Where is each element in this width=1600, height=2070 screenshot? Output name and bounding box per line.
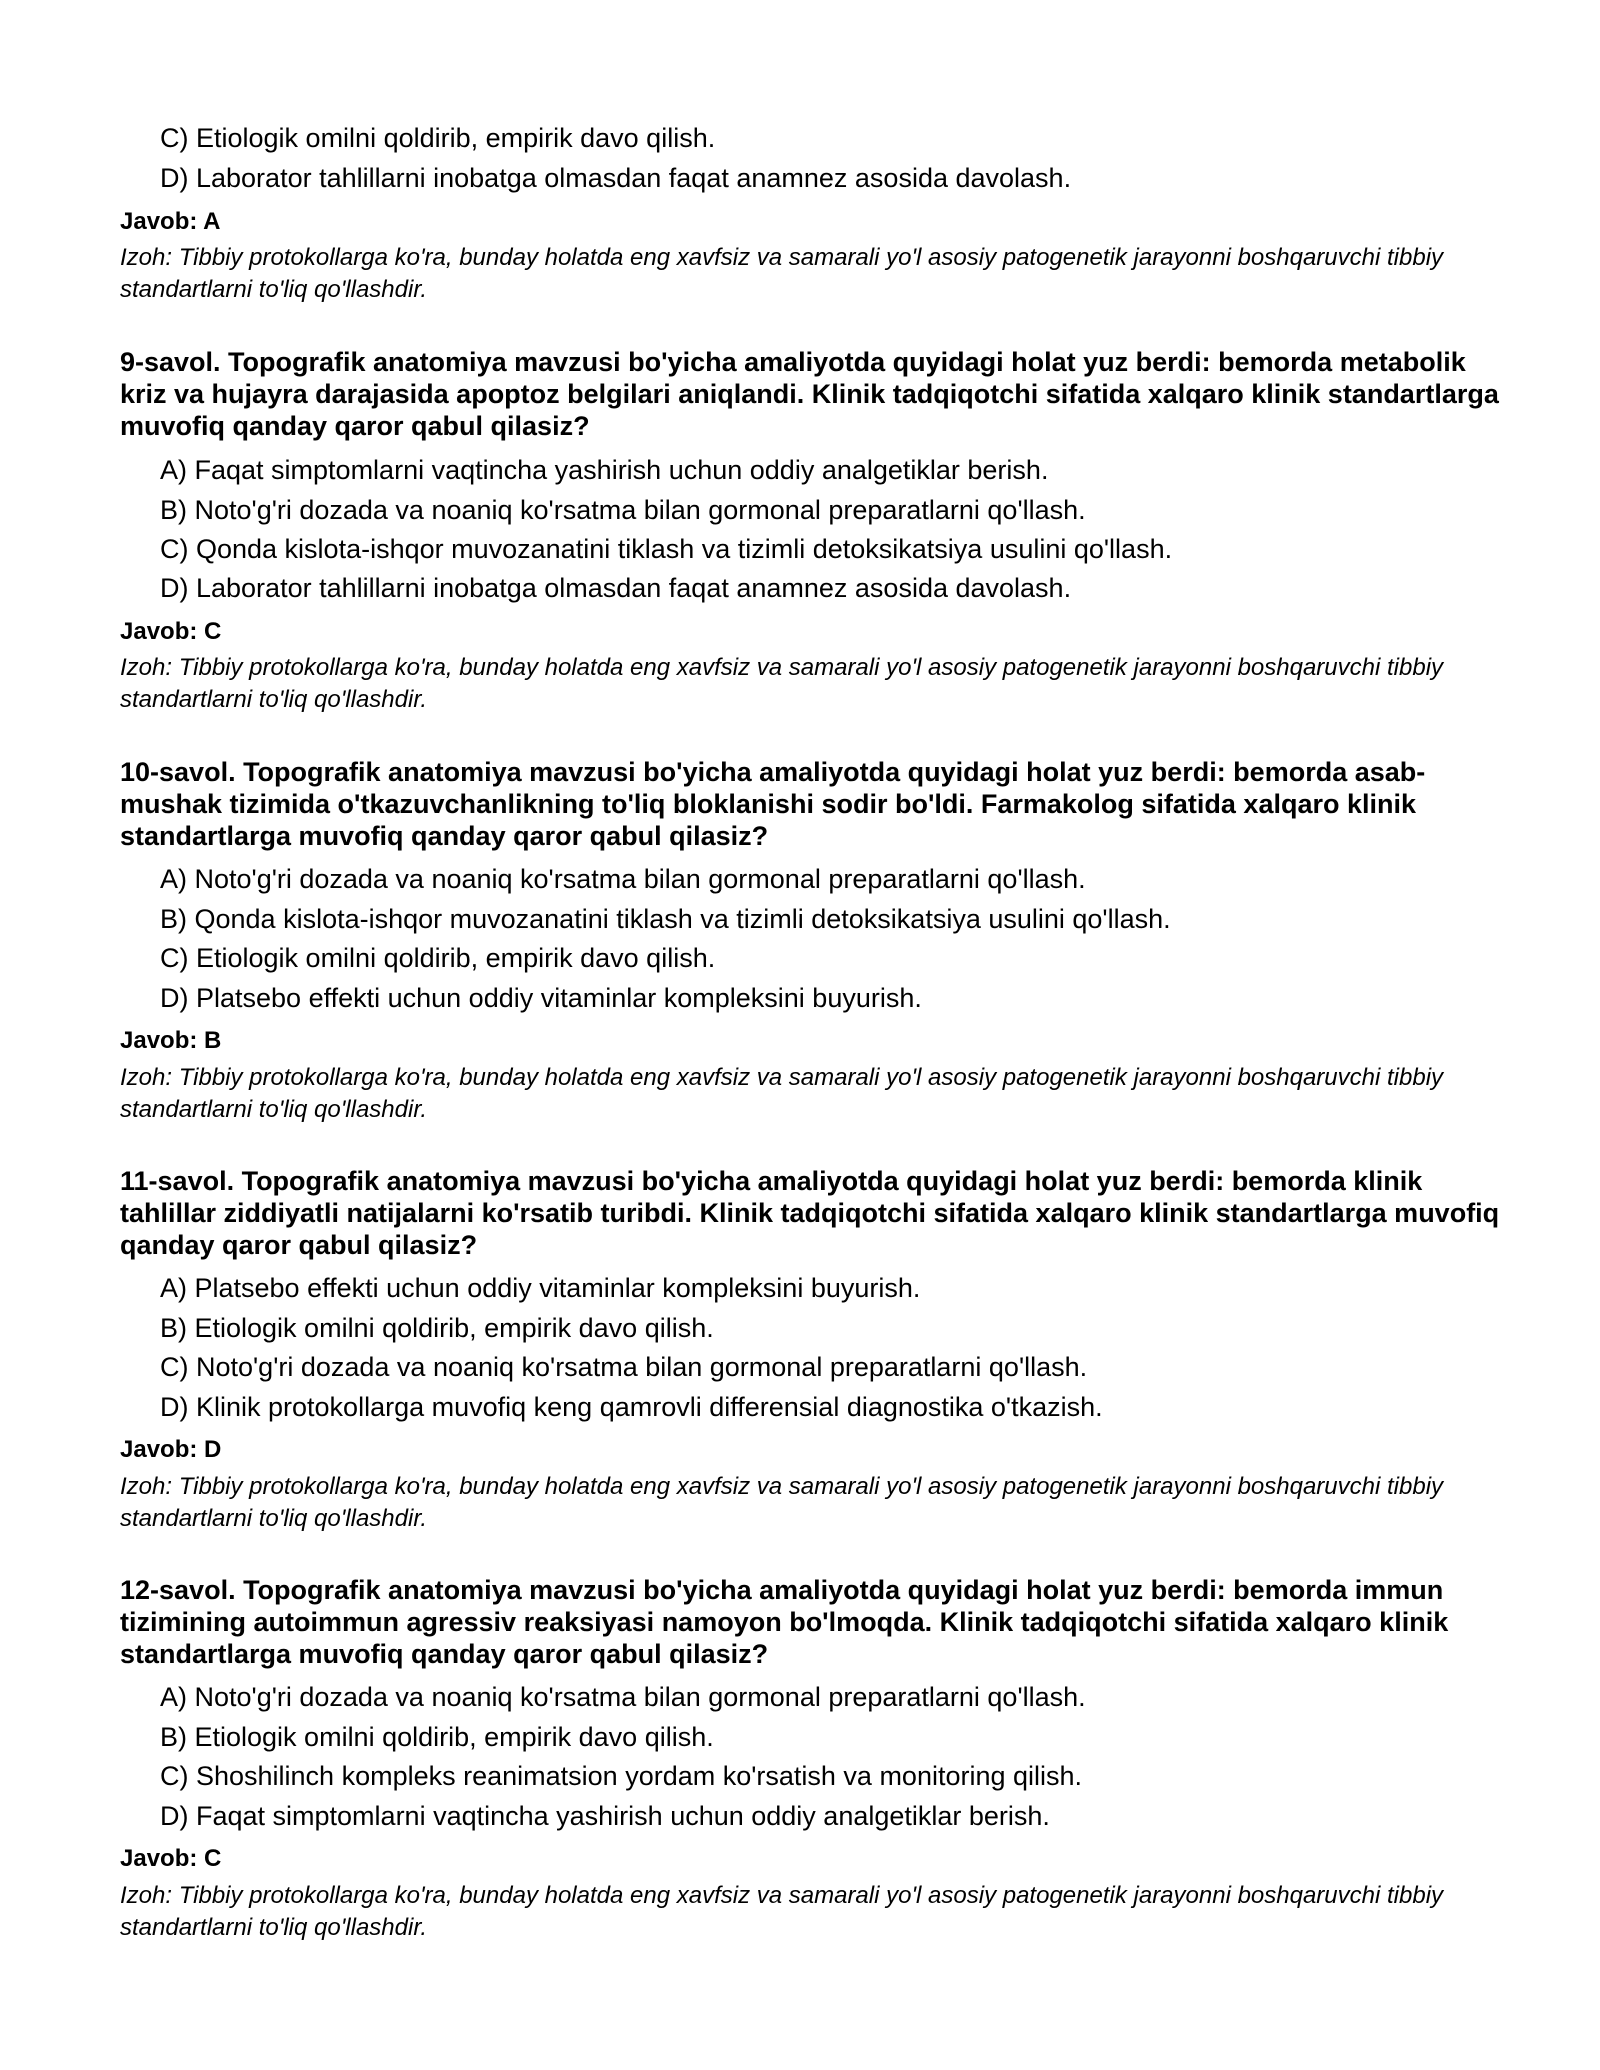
- option-c: C) Qonda kislota-ishqor muvozanatini tiklash va tizimli detoksikatsiya usulini qo'llash.: [160, 534, 1173, 564]
- answer-label: Javob: C: [120, 618, 222, 645]
- option-c: C) Shoshilinch kompleks reanimatsion yordam ko'rsatish va monitoring qilish.: [160, 1761, 1083, 1791]
- option-c: C) Etiologik omilni qoldirib, empirik davo qilish.: [160, 123, 716, 153]
- option-a: A) Faqat simptomlarni vaqtincha yashirish uchun oddiy analgetiklar berish.: [160, 455, 1049, 485]
- explanation-note: Izoh: Tibbiy protokollarga ko'ra, bunday holatda eng xavfsiz va samarali yo'l asosiy patogenetik jarayonni boshqaruvchi tibbiy standartlarni to'liq qo'llashdir.: [120, 654, 1444, 713]
- answer-label: Javob: B: [120, 1027, 222, 1054]
- answer-label: Javob: C: [120, 1845, 222, 1872]
- option-a: A) Noto'g'ri dozada va noaniq ko'rsatma bilan gormonal preparatlarni qo'llash.: [160, 864, 1086, 894]
- option-b: B) Etiologik omilni qoldirib, empirik davo qilish.: [160, 1722, 714, 1752]
- question-text: 10-savol. Topografik anatomiya mavzusi bo'yicha amaliyotda quyidagi holat yuz berdi: bemorda asab-mushak tizimida o'tkazuvchanlikning to'liq bloklanishi sodir bo'ldi. Farmakolog sifatida xalqaro klinik standartlarga muvofiq qanday qaror qabul qilasiz?: [120, 757, 1426, 851]
- option-b: B) Noto'g'ri dozada va noaniq ko'rsatma bilan gormonal preparatlarni qo'llash.: [160, 495, 1086, 525]
- option-b: B) Qonda kislota-ishqor muvozanatini tiklash va tizimli detoksikatsiya usulini qo'llash.: [160, 904, 1171, 934]
- question-text: 11-savol. Topografik anatomiya mavzusi bo'yicha amaliyotda quyidagi holat yuz berdi: bemorda klinik tahlillar ziddiyatli natijalarni ko'rsatib turibdi. Klinik tadqiqotchi sifatida xalqaro klinik standartlarga muvofiq qanday qaror qabul qilasiz?: [120, 1166, 1500, 1260]
- option-a: A) Noto'g'ri dozada va noaniq ko'rsatma bilan gormonal preparatlarni qo'llash.: [160, 1682, 1086, 1712]
- explanation-note: Izoh: Tibbiy protokollarga ko'ra, bunday holatda eng xavfsiz va samarali yo'l asosiy patogenetik jarayonni boshqaruvchi tibbiy standartlarni to'liq qo'llashdir.: [120, 244, 1444, 303]
- explanation-note: Izoh: Tibbiy protokollarga ko'ra, bunday holatda eng xavfsiz va samarali yo'l asosiy patogenetik jarayonni boshqaruvchi tibbiy standartlarni to'liq qo'llashdir.: [120, 1473, 1444, 1532]
- option-d: D) Faqat simptomlarni vaqtincha yashirish uchun oddiy analgetiklar berish.: [160, 1801, 1050, 1831]
- option-c: C) Noto'g'ri dozada va noaniq ko'rsatma bilan gormonal preparatlarni qo'llash.: [160, 1352, 1088, 1382]
- option-d: D) Klinik protokollarga muvofiq keng qamrovli differensial diagnostika o'tkazish.: [160, 1392, 1103, 1422]
- option-c: C) Etiologik omilni qoldirib, empirik davo qilish.: [160, 943, 716, 973]
- explanation-note: Izoh: Tibbiy protokollarga ko'ra, bunday holatda eng xavfsiz va samarali yo'l asosiy patogenetik jarayonni boshqaruvchi tibbiy standartlarni to'liq qo'llashdir.: [120, 1882, 1444, 1941]
- question-text: 9-savol. Topografik anatomiya mavzusi bo'yicha amaliyotda quyidagi holat yuz berdi: bemorda metabolik kriz va hujayra darajasida apoptoz belgilari aniqlandi. Klinik tadqiqotchi sifatida xalqaro klinik standartlarga muvofiq qanday qaror qabul qilasiz?: [120, 347, 1499, 441]
- option-a: A) Platsebo effekti uchun oddiy vitaminlar kompleksini buyurish.: [160, 1273, 921, 1303]
- answer-label: Javob: D: [120, 1436, 222, 1463]
- explanation-note: Izoh: Tibbiy protokollarga ko'ra, bunday holatda eng xavfsiz va samarali yo'l asosiy patogenetik jarayonni boshqaruvchi tibbiy standartlarni to'liq qo'llashdir.: [120, 1064, 1444, 1123]
- option-d: D) Platsebo effekti uchun oddiy vitaminlar kompleksini buyurish.: [160, 983, 922, 1013]
- option-b: B) Etiologik omilni qoldirib, empirik davo qilish.: [160, 1313, 714, 1343]
- option-d: D) Laborator tahlillarni inobatga olmasdan faqat anamnez asosida davolash.: [160, 163, 1072, 193]
- option-d: D) Laborator tahlillarni inobatga olmasdan faqat anamnez asosida davolash.: [160, 573, 1072, 603]
- answer-label: Javob: A: [120, 208, 221, 235]
- question-text: 12-savol. Topografik anatomiya mavzusi bo'yicha amaliyotda quyidagi holat yuz berdi: bemorda immun tizimining autoimmun agressiv reaksiyasi namoyon bo'lmoqda. Klinik tadqiqotchi sifatida xalqaro klinik standartlarga muvofiq qanday qaror qabul qilasiz?: [120, 1575, 1449, 1669]
